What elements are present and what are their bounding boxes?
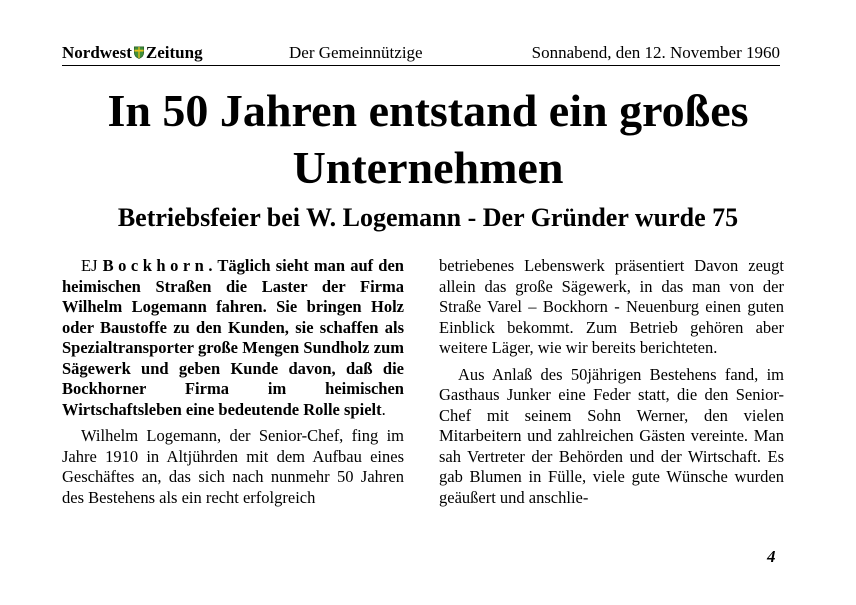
dateline-author: EJ: [81, 256, 103, 275]
article-paragraph: Aus Anlaß des 50jährigen Bestehens fand, im Gasthaus Junker eine Feder statt, die den Senior-Chef mit seinem Sohn Werner, den vielen Mitarbeitern und zahlreichen Gästen vereinte. Man sah Vertreter der Behörden und der Wirtschaft. Es gab Blumen in Fülle, viele gute Wünsche wurden geäußert und anschlie-: [439, 364, 784, 507]
article-column-left: [62, 256, 404, 514]
issue-title: Der Gemeinnützige: [289, 43, 423, 62]
dateline-place: Bockhorn: [102, 256, 209, 275]
masthead-rule: [62, 65, 780, 66]
lead-end: .: [381, 399, 386, 419]
page-number: 4: [767, 547, 776, 566]
article-headline: In 50 Jahren entstand ein großes Unternehmen: [107, 85, 749, 193]
newspaper-name-part2: Zeitung: [145, 43, 203, 62]
lead-text: . Täglich sieht man auf den heimischen Straßen die Laster der Firma Wilhelm Logemann fahren. Sie bringen Holz oder Baustoffe zu den Kunden, sie schaffen als Spezialtransporter große Mengen Sundholz zum Sägewerk und geben Kunde davon, daß die Bockhorner Firma im heimischen Wirtschaftsleben eine bedeutende Rolle spielt: [62, 256, 404, 419]
newspaper-name-part1: Nordwest: [62, 43, 132, 62]
article-column-right: [439, 256, 784, 514]
masthead: [62, 42, 780, 66]
article-lead-paragraph: [62, 256, 404, 420]
newspaper-name: [62, 43, 203, 63]
article-paragraph-continued: betriebenes Lebenswerk präsentiert Davon zeugt allein das große Sägewerk, in das man von der Straße Varel – Bockhorn - Neuenburg einen guten Einblick bekommt. Zum Betrieb gehören aber weitere Läger, wie wir bereits berichteten.: [439, 256, 784, 357]
coat-of-arms-icon: [133, 46, 145, 59]
article-subhead: Betriebsfeier bei W. Logemann - Der Gründer wurde 75: [117, 203, 739, 232]
issue-date: Sonnabend, den 12. November 1960: [531, 43, 780, 62]
article-paragraph: Wilhelm Logemann, der Senior-Chef, fing im Jahre 1910 in Altjührden mit dem Aufbau eines Geschäftes an, das sich nach nunmehr 50 Jahren des Bestehens als ein recht erfolgreich: [62, 426, 404, 507]
